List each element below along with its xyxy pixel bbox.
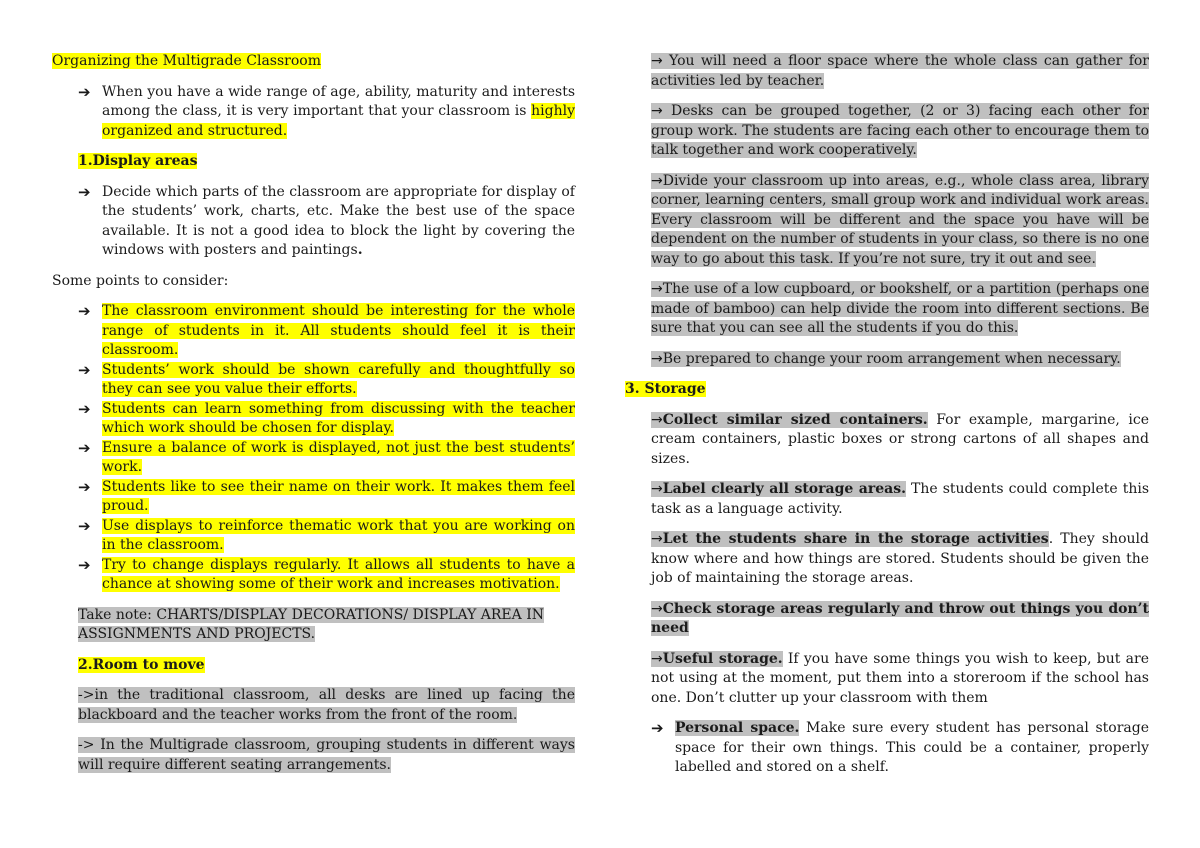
storage-item: →Collect similar sized containers. For example, margarine, ice cream containers, plastic boxes or strong cartons of all shapes and sizes. <box>651 411 1150 467</box>
points-list <box>52 302 575 595</box>
room-paragraph-5: →Divide your classroom up into areas, e.g., whole class area, library corner, learning centers, small group work and individual work areas. Every classroom will be different and the space you have will be dependent on the number of students in your class, so there is no one way to go about this task. If you’re not sure, try it out and see. <box>651 172 1149 267</box>
arrow-icon: ➔ <box>78 82 91 101</box>
arrow-icon: → <box>651 172 663 189</box>
room-paragraph-1: ->in the traditional classroom, all desks are lined up facing the blackboard and the teacher works from the front of the room. <box>78 687 575 723</box>
storage-item: →Useful storage. If you have some things you wish to keep, but are not using at the moment, put them into a storeroom if the school has one. Don’t clutter up your classroom with them <box>651 650 1149 706</box>
arrow-icon: ➔ <box>78 438 91 457</box>
storage-item: →Label clearly all storage areas. The students could complete this task as a language activity. <box>651 481 1150 517</box>
arrow-icon: → <box>651 531 663 547</box>
list-item: ➔ Ensure a balance of work is displayed, not just the best students’ work. <box>78 438 575 475</box>
page-title: Organizing the Multigrade Classroom <box>52 53 321 69</box>
arrow-icon: → <box>651 103 663 119</box>
arrow-icon: → <box>651 600 663 617</box>
arrow-icon: → <box>651 481 663 497</box>
section-heading-storage: 3. Storage <box>625 381 706 397</box>
intro-text: When you have a wide range of age, ability, maturity and interests among the class, it is very important that your classroom is highly organized and structured. <box>102 83 575 139</box>
storage-item: →Check storage areas regularly and throw out things you don’t need <box>651 600 1149 636</box>
arrow-icon: → <box>651 411 663 428</box>
arrow-icon: ➔ <box>78 360 91 379</box>
arrow-icon: ➔ <box>651 719 664 737</box>
storage-item: →Let the students share in the storage activities. They should know where and how things are stored. Students should be given the job of maintaining the storage areas. <box>651 531 1149 586</box>
display-text: Decide which parts of the classroom are appropriate for display of the students’ work, charts, etc. Make the best use of the space available. It is not a good idea to block the light by covering the windows with posters and paintings. <box>102 183 575 258</box>
list-item: ➔ The classroom environment should be interesting for the whole range of students in it. All students should feel it is their classroom. <box>78 302 575 358</box>
list-item: ➔ Students like to see their name on their work. It makes them feel proud. <box>78 477 575 514</box>
take-note: Take note: CHARTS/DISPLAY DECORATIONS/ DISPLAY AREA IN ASSIGNMENTS AND PROJECTS. <box>78 606 544 642</box>
room-paragraph-4: → Desks can be grouped together, (2 or 3) facing each other for group work. The students are facing each other to encourage them to talk together and work cooperatively. <box>651 103 1149 158</box>
arrow-icon: ➔ <box>78 182 91 201</box>
room-paragraph-7: →Be prepared to change your room arrangement when necessary. <box>651 350 1121 367</box>
points-intro: Some points to consider: <box>52 272 229 289</box>
personal-space-bullet: ➔ Personal space. Make sure every student has personal storage space for their own things. This could be a container, properly labelled and stored on a shelf. <box>651 719 1149 775</box>
arrow-icon: → <box>651 281 663 297</box>
display-bullet <box>52 183 575 261</box>
arrow-icon: ➔ <box>78 555 91 574</box>
left-column <box>52 52 575 775</box>
list-item: ➔ Use displays to reinforce thematic work that you are working on in the classroom. <box>78 516 575 553</box>
room-paragraph-6: →The use of a low cupboard, or bookshelf, or a partition (perhaps one made of bamboo) can help divide the room into different sections. Be sure that you can see all the students if you do this. <box>651 281 1149 336</box>
section-heading-display: 1.Display areas <box>78 153 198 169</box>
arrow-icon: ➔ <box>78 516 91 535</box>
section-heading-room: 2.Room to move <box>78 656 205 673</box>
list-item: ➔ Students’ work should be shown carefully and thoughtfully so they can see you value their efforts. <box>78 360 575 397</box>
room-paragraph-3: → You will need a floor space where the whole class can gather for activities led by teacher. <box>651 53 1149 89</box>
list-item: ➔ Students can learn something from discussing with the teacher which work should be chosen for display. <box>78 399 575 436</box>
arrow-icon: → <box>651 650 663 667</box>
right-column <box>625 52 1150 778</box>
intro-bullet <box>52 83 575 142</box>
arrow-icon: ➔ <box>78 477 91 496</box>
arrow-icon: ➔ <box>78 399 91 418</box>
arrow-icon: → <box>651 53 663 69</box>
room-paragraph-2: -> In the Multigrade classroom, grouping students in different ways will require different seating arrangements. <box>78 737 575 773</box>
arrow-icon: → <box>651 350 663 367</box>
arrow-icon: ➔ <box>78 302 91 320</box>
list-item: ➔ Try to change displays regularly. It allows all students to have a chance at showing some of their work and increases motivation. <box>78 555 575 592</box>
